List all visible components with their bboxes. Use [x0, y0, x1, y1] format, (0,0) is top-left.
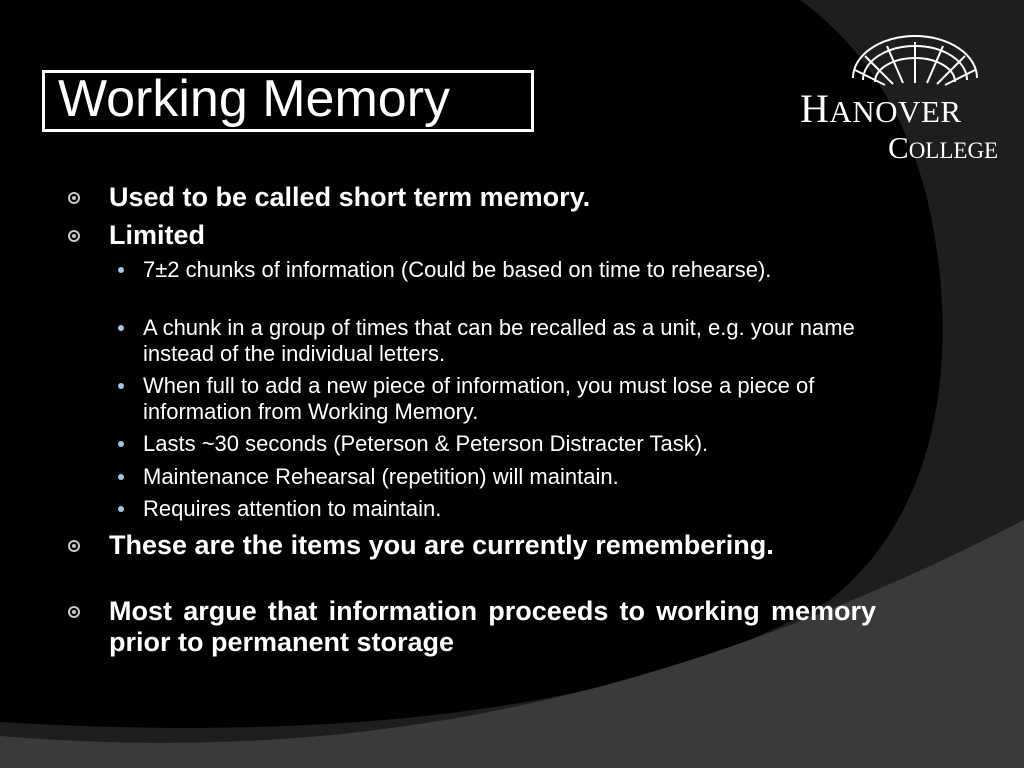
logo-name-rest: ANOVER: [829, 94, 962, 129]
sub-bullet-icon: [118, 383, 124, 389]
bullet-icon: [68, 192, 80, 204]
bullet-item: Used to be called short term memory.: [109, 182, 591, 212]
sub-bullet-item: When full to add a new piece of information, you must lose a piece of information from Working Memory.: [143, 373, 815, 424]
bullet-item: Limited: [109, 220, 206, 250]
bullet-item: Most argue that information proceeds to working memory prior to permanent storage: [109, 596, 876, 657]
college-logo-name: [800, 86, 1024, 135]
sub-bullet-icon: [118, 506, 124, 512]
sub-bullet-item: 7±2 chunks of information (Could be based on time to rehearse).: [143, 257, 772, 282]
sub-bullet-icon: [118, 325, 124, 331]
sub-bullet-item: Lasts ~30 seconds (Peterson & Peterson Distracter Task).: [143, 431, 709, 456]
sub-bullet-icon: [118, 441, 124, 447]
logo-sub-rest: OLLEGE: [908, 138, 999, 163]
sub-bullet-item: Requires attention to maintain.: [143, 496, 442, 521]
college-logo-subtitle: [888, 132, 998, 167]
bullet-item: These are the items you are currently remembering.: [109, 530, 774, 560]
bullet-icon: [68, 606, 80, 618]
logo-name-initial: H: [800, 86, 830, 131]
bullet-icon: [68, 230, 80, 242]
bullet-icon: [68, 540, 80, 552]
slide-title: Working Memory: [58, 70, 451, 128]
sub-bullet-item: A chunk in a group of times that can be recalled as a unit, e.g. your name instead of the individual letters.: [143, 315, 855, 366]
sub-bullet-icon: [118, 474, 124, 480]
sub-bullet-icon: [118, 267, 124, 273]
sub-bullet-item: Maintenance Rehearsal (repetition) will maintain.: [143, 464, 619, 489]
logo-sub-initial: C: [888, 130, 909, 165]
